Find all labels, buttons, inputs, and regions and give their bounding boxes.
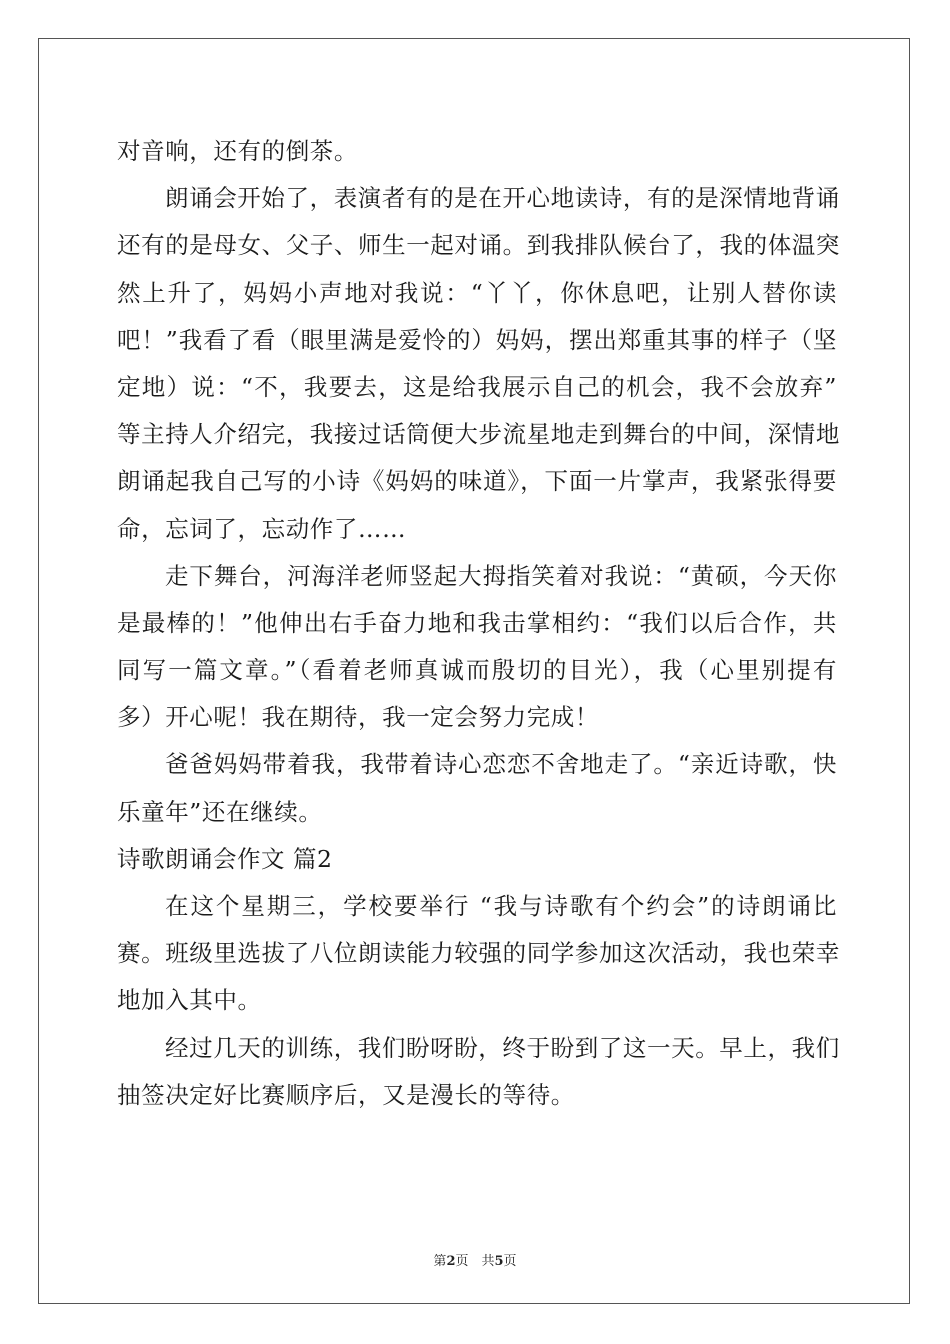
footer-mid: 页 共 — [455, 1254, 495, 1269]
text-line: 命，忘词了，忘动作了…… — [117, 514, 407, 543]
text-line: 在这个星期三，学校要举行 “我与诗歌有个约会”的诗朗诵比 — [165, 892, 837, 920]
text-line: 爸爸妈妈带着我，我带着诗心恋恋不舍地走了。“亲近诗歌，快 — [165, 750, 837, 779]
text-line: 同写一篇文章。”（看着老师真诚而殷切的目光），我（心里别提有 — [117, 656, 837, 685]
total-page-count: 5 — [494, 1254, 504, 1269]
page-footer — [0, 1250, 950, 1269]
footer-suffix: 页 — [503, 1254, 517, 1269]
text-line: 抽签决定好比赛顺序后，又是漫长的等待。 — [117, 1080, 575, 1109]
text-line: 多）开心呢！我在期待，我一定会努力完成！ — [117, 703, 599, 732]
text-line: 走下舞台，河海洋老师竖起大拇指笑着对我说：“黄硕，今天你 — [165, 561, 837, 590]
text-line: 然上升了，妈妈小声地对我说：“丫丫，你休息吧，让别人替你读 — [117, 278, 837, 307]
text-line: 是最棒的！”他伸出右手奋力地和我击掌相约：“我们以后合作，共 — [117, 608, 837, 637]
text-line: 乐童年”还在继续。 — [117, 797, 323, 826]
text-line: 吧！”我看了看（眼里满是爱怜的）妈妈，摆出郑重其事的样子（坚 — [117, 325, 837, 354]
text-line: 朗诵会开始了，表演者有的是在开心地读诗，有的是深情地背诵 — [165, 184, 840, 213]
footer-prefix: 第 — [433, 1254, 447, 1269]
text-line: 定地）说：“不，我要去，这是给我展示自己的机会，我不会放弃” — [117, 372, 837, 401]
text-line: 等主持人介绍完，我接过话筒便大步流星地走到舞台的中间，深情地 — [117, 420, 840, 449]
text-line: 对音响，还有的倒茶。 — [117, 137, 358, 165]
section-heading: 诗歌朗诵会作文 篇2 — [117, 844, 333, 873]
text-line: 赛。班级里选拔了八位朗读能力较强的同学参加这次活动，我也荣幸 — [117, 939, 840, 968]
text-line: 地加入其中。 — [117, 986, 262, 1015]
text-line: 还有的是母女、父子、师生一起对诵。到我排队候台了，我的体温突 — [117, 231, 840, 260]
text-line: 经过几天的训练，我们盼呀盼，终于盼到了这一天。早上，我们 — [165, 1033, 840, 1062]
current-page-number: 2 — [446, 1254, 456, 1269]
document-body — [117, 128, 840, 1119]
text-line: 朗诵起我自己写的小诗《妈妈的味道》，下面一片掌声，我紧张得要 — [117, 467, 837, 496]
